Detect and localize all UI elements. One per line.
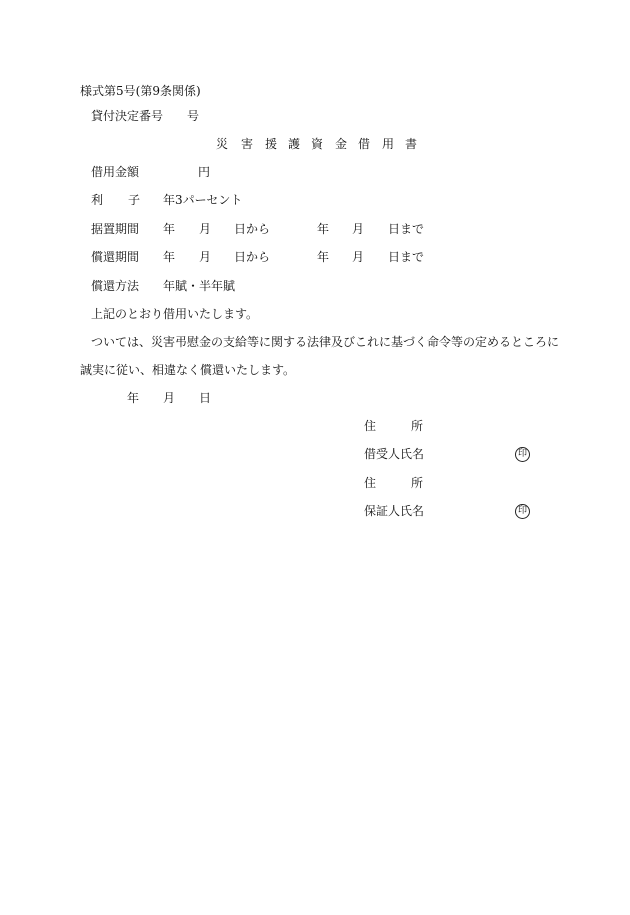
repayment-start-year: 年 xyxy=(163,250,176,264)
date-day: 日 xyxy=(199,391,212,405)
title-char: 書 xyxy=(405,137,418,151)
body-paragraph-1: 上記のとおり借用いたします。 xyxy=(91,307,259,321)
amount-label: 借用金額 xyxy=(91,165,140,179)
title-char: 災 xyxy=(216,137,229,151)
repayment-method-value: 年賦・半年賦 xyxy=(163,279,236,293)
guarantor-name-label: 保証人氏名 xyxy=(364,504,425,518)
interest-label-char: 利 xyxy=(91,193,104,207)
guarantor-address-char: 住 xyxy=(364,476,377,490)
borrower-address-char: 住 xyxy=(364,419,377,433)
guarantor-seal-icon: 印 xyxy=(515,504,530,519)
interest-label-char: 子 xyxy=(128,193,141,207)
interest-value: 年3パーセント xyxy=(163,193,243,207)
title-char: 援 xyxy=(265,137,278,151)
loan-decision-label: 貸付決定番号 xyxy=(91,109,164,123)
deferment-start-year: 年 xyxy=(163,222,176,236)
date-year: 年 xyxy=(127,391,140,405)
repayment-start-month: 月 xyxy=(199,250,212,264)
deferment-from: 日から xyxy=(234,222,271,236)
title-char: 借 xyxy=(358,137,371,151)
deferment-to: 日まで xyxy=(388,222,425,236)
body-paragraph-2-line-2: 誠実に従い、相違なく償還いたします。 xyxy=(80,363,296,377)
deferment-end-year: 年 xyxy=(317,222,330,236)
deferment-label: 据置期間 xyxy=(91,222,140,236)
title-char: 資 xyxy=(311,137,324,151)
loan-decision-suffix: 号 xyxy=(187,109,200,123)
title-char: 害 xyxy=(241,137,254,151)
repayment-period-label: 償還期間 xyxy=(91,250,140,264)
deferment-end-month: 月 xyxy=(352,222,365,236)
title-char: 護 xyxy=(288,137,301,151)
amount-unit: 円 xyxy=(198,165,211,179)
repayment-end-year: 年 xyxy=(317,250,330,264)
title-char: 用 xyxy=(382,137,395,151)
borrower-seal-icon: 印 xyxy=(515,447,530,462)
borrower-name-label: 借受人氏名 xyxy=(364,447,425,461)
borrower-address-char: 所 xyxy=(411,419,424,433)
form-number: 様式第5号(第9条関係) xyxy=(80,84,201,98)
deferment-start-month: 月 xyxy=(199,222,212,236)
repayment-method-label: 償還方法 xyxy=(91,279,140,293)
repayment-to: 日まで xyxy=(388,250,425,264)
body-paragraph-2-line-1: ついては、災害弔慰金の支給等に関する法律及びこれに基づく命令等の定めるところに xyxy=(91,335,560,349)
repayment-from: 日から xyxy=(234,250,271,264)
title-char: 金 xyxy=(335,137,348,151)
date-month: 月 xyxy=(163,391,176,405)
repayment-end-month: 月 xyxy=(352,250,365,264)
guarantor-address-char: 所 xyxy=(411,476,424,490)
